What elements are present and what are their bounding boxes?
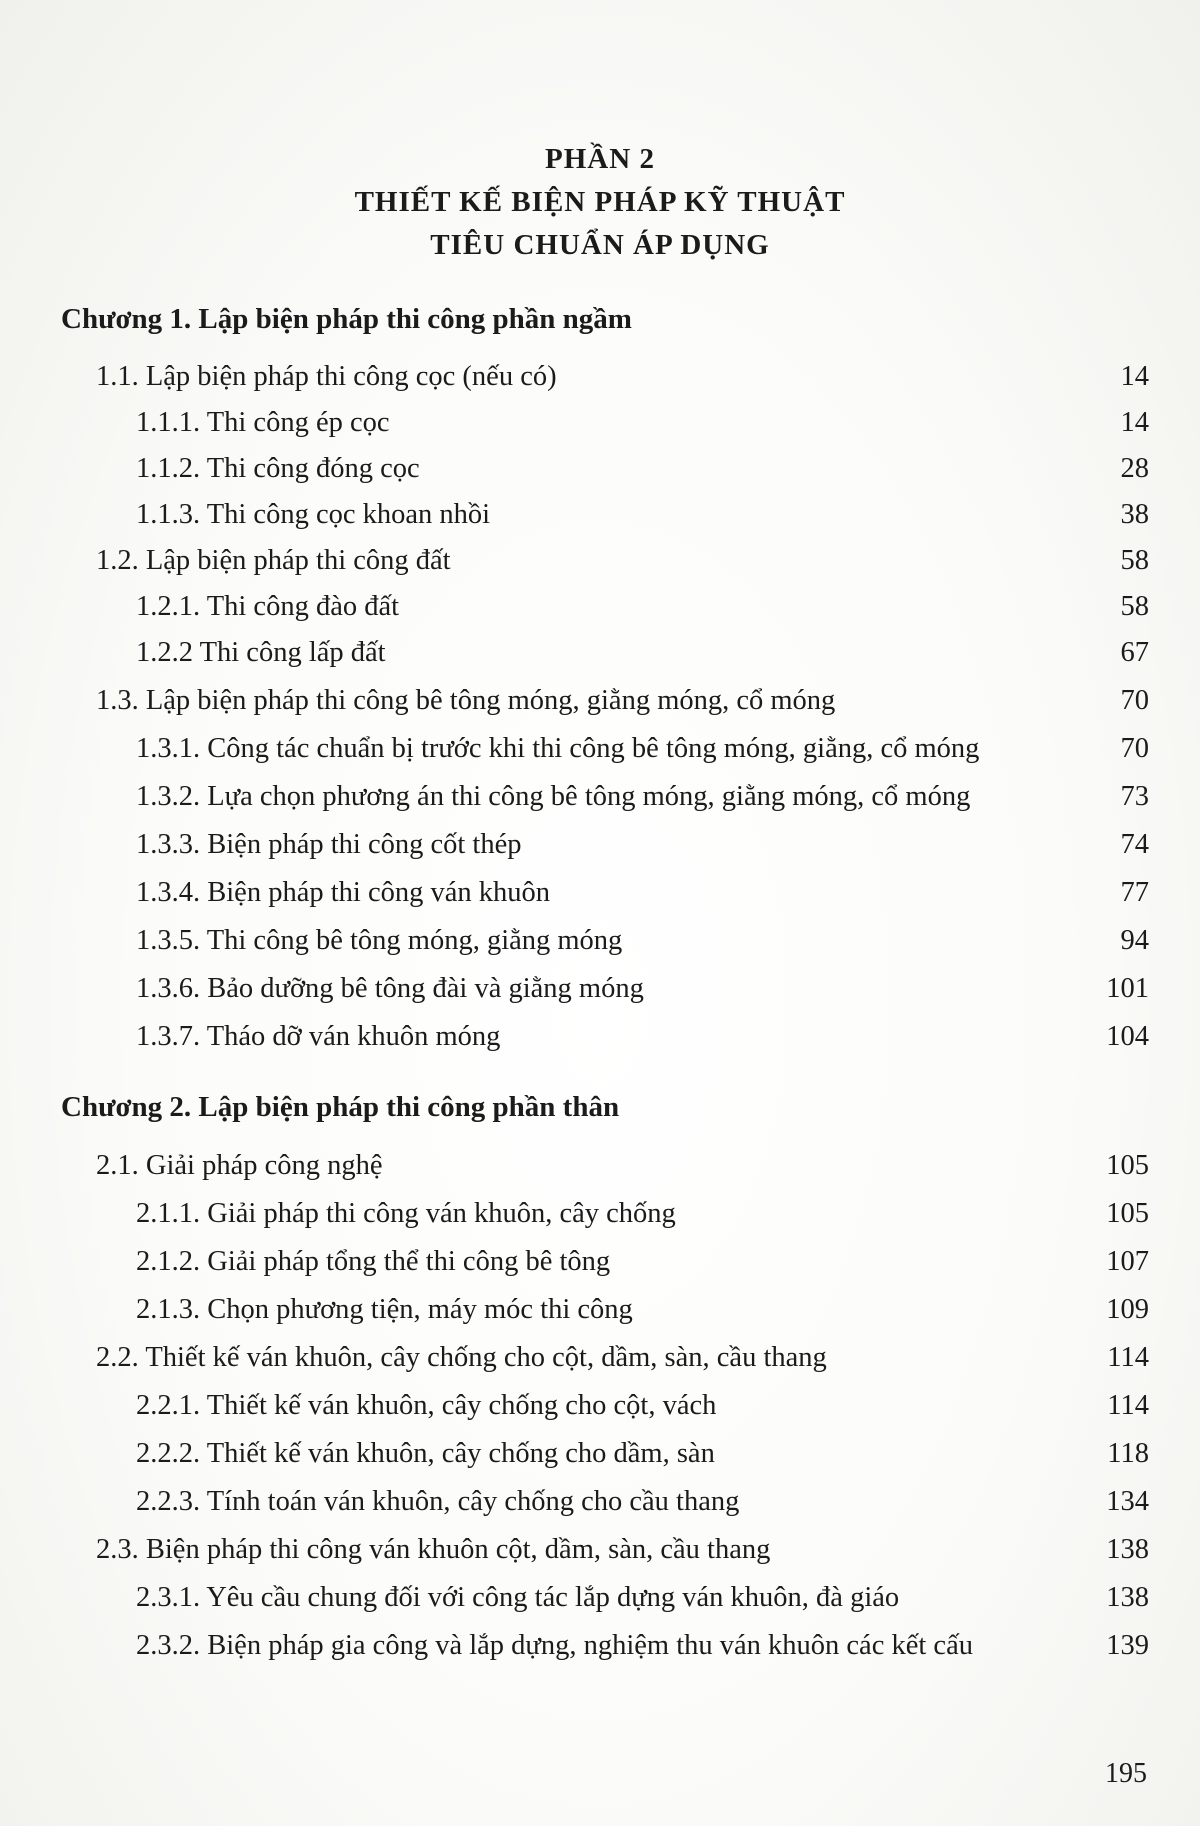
toc-entry-label: 1.1. Lập biện pháp thi công cọc (nếu có) bbox=[96, 361, 557, 392]
page-number: 195 bbox=[1105, 1758, 1147, 1789]
toc-entry-page: 73 bbox=[1120, 781, 1149, 812]
toc-entry-page: 107 bbox=[1106, 1246, 1149, 1277]
toc-subsection-row bbox=[0, 777, 1200, 817]
toc-entry-label: 2.1. Giải pháp công nghệ bbox=[96, 1150, 383, 1181]
toc-subsection-row bbox=[0, 1194, 1200, 1234]
toc-entry-page: 114 bbox=[1107, 1390, 1149, 1421]
toc-section-row bbox=[0, 1146, 1200, 1186]
toc-entry-page: 138 bbox=[1106, 1534, 1149, 1565]
toc-entry-page: 94 bbox=[1120, 925, 1149, 956]
toc-entry-label: 1.3.1. Công tác chuẩn bị trước khi thi công bê tông móng, giằng, cổ móng bbox=[136, 733, 980, 764]
toc-entry-page: 58 bbox=[1120, 545, 1149, 576]
toc-subsection-row bbox=[0, 1017, 1200, 1057]
toc-entry-page: 118 bbox=[1107, 1438, 1149, 1469]
toc-entry-page: 70 bbox=[1120, 733, 1149, 764]
toc-entry-label: 2.1.3. Chọn phương tiện, máy móc thi công bbox=[136, 1294, 633, 1325]
toc-entry-label: 1.3.5. Thi công bê tông móng, giằng móng bbox=[136, 925, 623, 956]
toc-subsection-row bbox=[0, 1626, 1200, 1666]
toc-entry-label: 2.1.2. Giải pháp tổng thể thi công bê tông bbox=[136, 1246, 611, 1277]
toc-entry-page: 67 bbox=[1120, 637, 1149, 668]
toc-subsection-row bbox=[0, 1434, 1200, 1474]
toc-entry-page: 105 bbox=[1106, 1198, 1149, 1229]
toc-section-row bbox=[0, 541, 1200, 581]
toc-section-row bbox=[0, 1530, 1200, 1570]
toc-entry-page: 70 bbox=[1120, 685, 1149, 716]
toc-subsection-row bbox=[0, 825, 1200, 865]
toc-entry-page: 101 bbox=[1106, 973, 1149, 1004]
toc-subsection-row bbox=[0, 969, 1200, 1009]
toc-entry-label: 2.2.3. Tính toán ván khuôn, cây chống cho cầu thang bbox=[136, 1486, 740, 1517]
toc-entry-page: 134 bbox=[1106, 1486, 1149, 1517]
part-standards-title: TIÊU CHUẨN ÁP DỤNG bbox=[430, 229, 770, 261]
chapter-heading: Chương 1. Lập biện pháp thi công phần ngầm bbox=[61, 303, 632, 335]
toc-entry-label: 2.2. Thiết kế ván khuôn, cây chống cho cột, dầm, sàn, cầu thang bbox=[96, 1342, 827, 1373]
toc-entry-label: 1.3. Lập biện pháp thi công bê tông móng, giằng móng, cổ móng bbox=[96, 685, 836, 716]
toc-entry-label: 2.1.1. Giải pháp thi công ván khuôn, cây chống bbox=[136, 1198, 676, 1229]
toc-entry-label: 2.3. Biện pháp thi công ván khuôn cột, dầm, sàn, cầu thang bbox=[96, 1534, 771, 1565]
toc-entry-label: 2.2.2. Thiết kế ván khuôn, cây chống cho dầm, sàn bbox=[136, 1438, 715, 1469]
toc-entry-label: 1.3.7. Tháo dỡ ván khuôn móng bbox=[136, 1021, 501, 1052]
toc-entry-label: 1.1.1. Thi công ép cọc bbox=[136, 407, 390, 438]
toc-subsection-row bbox=[0, 1290, 1200, 1330]
toc-entry-label: 2.2.1. Thiết kế ván khuôn, cây chống cho cột, vách bbox=[136, 1390, 717, 1421]
toc-entry-label: 1.3.6. Bảo dưỡng bê tông đài và giằng móng bbox=[136, 973, 644, 1004]
toc-entry-label: 1.2. Lập biện pháp thi công đất bbox=[96, 545, 451, 576]
toc-subsection-row bbox=[0, 403, 1200, 443]
toc-section-row bbox=[0, 1338, 1200, 1378]
part-title: PHẦN 2 bbox=[545, 143, 655, 175]
toc-entry-label: 1.3.4. Biện pháp thi công ván khuôn bbox=[136, 877, 550, 908]
toc-section-row bbox=[0, 357, 1200, 397]
toc-entry-page: 109 bbox=[1106, 1294, 1149, 1325]
toc-entry-page: 77 bbox=[1120, 877, 1149, 908]
toc-entry-page: 139 bbox=[1106, 1630, 1149, 1661]
toc-entry-label: 1.3.2. Lựa chọn phương án thi công bê tông móng, giằng móng, cổ móng bbox=[136, 781, 971, 812]
toc-subsection-row bbox=[0, 633, 1200, 673]
toc-entry-page: 104 bbox=[1106, 1021, 1149, 1052]
toc-entry-label: 2.3.1. Yêu cầu chung đối với công tác lắp dựng ván khuôn, đà giáo bbox=[136, 1582, 900, 1613]
toc-entry-page: 105 bbox=[1106, 1150, 1149, 1181]
toc-entry-label: 2.3.2. Biện pháp gia công và lắp dựng, nghiệm thu ván khuôn các kết cấu bbox=[136, 1630, 973, 1661]
toc-subsection-row bbox=[0, 873, 1200, 913]
toc-entry-page: 14 bbox=[1120, 361, 1149, 392]
toc-subsection-row bbox=[0, 587, 1200, 627]
toc-entry-label: 1.1.3. Thi công cọc khoan nhồi bbox=[136, 499, 491, 530]
toc-subsection-row bbox=[0, 1386, 1200, 1426]
toc-entry-page: 114 bbox=[1107, 1342, 1149, 1373]
chapter-heading: Chương 2. Lập biện pháp thi công phần thân bbox=[61, 1091, 620, 1123]
toc-subsection-row bbox=[0, 449, 1200, 489]
toc-entry-label: 1.2.2 Thi công lấp đất bbox=[136, 637, 386, 668]
toc-subsection-row bbox=[0, 495, 1200, 535]
toc-entry-page: 74 bbox=[1120, 829, 1149, 860]
part-subtitle: THIẾT KẾ BIỆN PHÁP KỸ THUẬT bbox=[354, 186, 846, 218]
toc-subsection-row bbox=[0, 921, 1200, 961]
toc-entry-page: 14 bbox=[1120, 407, 1149, 438]
toc-section-row bbox=[0, 681, 1200, 721]
toc-entry-page: 38 bbox=[1120, 499, 1149, 530]
toc-entry-label: 1.1.2. Thi công đóng cọc bbox=[136, 453, 420, 484]
toc-entry-label: 1.2.1. Thi công đào đất bbox=[136, 591, 400, 622]
toc-entry-label: 1.3.3. Biện pháp thi công cốt thép bbox=[136, 829, 522, 860]
toc-entry-page: 138 bbox=[1106, 1582, 1149, 1613]
toc-subsection-row bbox=[0, 1482, 1200, 1522]
toc-subsection-row bbox=[0, 1578, 1200, 1618]
toc-subsection-row bbox=[0, 729, 1200, 769]
section-header bbox=[0, 138, 1200, 267]
toc-entry-page: 28 bbox=[1120, 453, 1149, 484]
toc-entry-page: 58 bbox=[1120, 591, 1149, 622]
toc-subsection-row bbox=[0, 1242, 1200, 1282]
